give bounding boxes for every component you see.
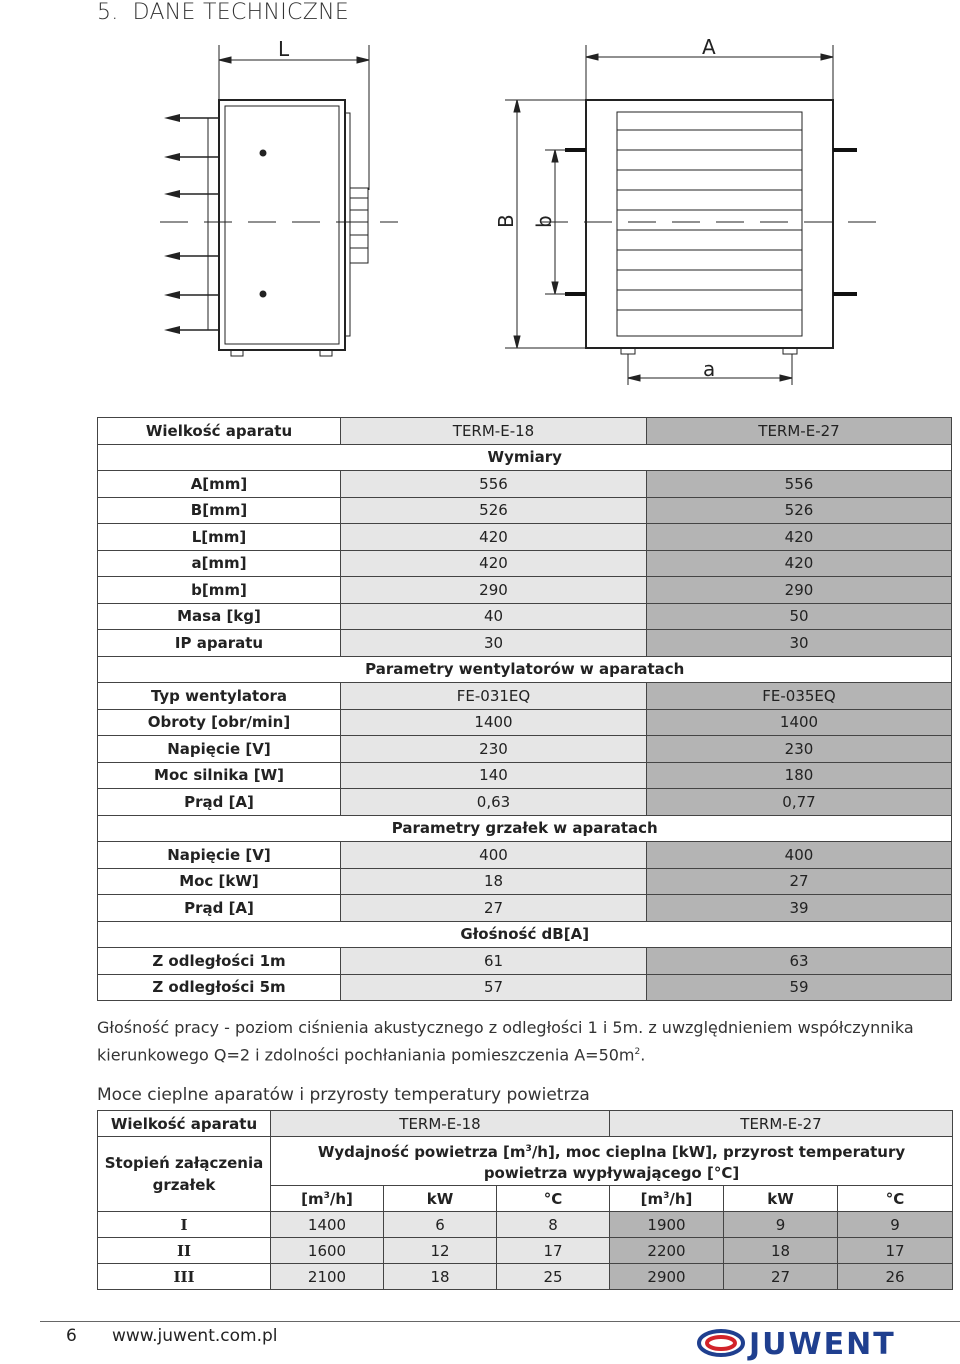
spec-row-label: Typ wentylatora (98, 683, 341, 710)
heat-row-value: 1400 (271, 1212, 384, 1238)
unit-flow-2-a: [m (640, 1189, 664, 1208)
spec-header-model2: TERM-E-27 (647, 418, 952, 445)
heat-model2: TERM-E-27 (610, 1111, 953, 1137)
spec-row-label: Prąd [A] (98, 789, 341, 816)
heat-stage-label: Stopień załączenia grzałek (98, 1137, 271, 1212)
spec-row-label: Napięcie [V] (98, 736, 341, 763)
unit-flow-1 (271, 1186, 384, 1212)
heat-row-value: 9 (724, 1212, 838, 1238)
spec-row-value-model2: 59 (647, 974, 952, 1001)
spec-row (98, 974, 952, 1001)
spec-header-row (98, 418, 952, 445)
spec-section-title: Parametry wentylatorów w aparatach (220, 656, 831, 683)
heat-header-row (98, 1111, 953, 1137)
spec-row (98, 630, 952, 657)
heat-row-value: 25 (497, 1264, 610, 1290)
heat-row-value: 26 (838, 1264, 953, 1290)
heat-row (98, 1264, 953, 1290)
spec-section-title: Parametry grzałek w aparatach (220, 815, 831, 842)
spec-row-value-model1: 230 (341, 736, 647, 763)
spec-row-value-model2: 526 (647, 497, 952, 524)
website-link[interactable]: www.juwent.com.pl (112, 1326, 278, 1346)
spec-row (98, 524, 952, 551)
label-a: a (703, 357, 716, 381)
spec-row-value-model1: 61 (341, 948, 647, 975)
spec-row (98, 868, 952, 895)
spec-row (98, 789, 952, 816)
unit-flow-2-sup: 3 (663, 1190, 670, 1201)
label-A: A (702, 35, 716, 59)
spec-row-value-model2: 180 (647, 762, 952, 789)
spec-row-label: Prąd [A] (98, 895, 341, 922)
spec-row-value-model2: 50 (647, 603, 952, 630)
heat-row-value: 17 (838, 1238, 953, 1264)
heat-row (98, 1238, 953, 1264)
noise-note-end: . (640, 1045, 646, 1065)
spec-row (98, 471, 952, 498)
heat-desc-row (98, 1137, 953, 1186)
spec-row-value-model1: 290 (341, 577, 647, 604)
spec-row (98, 577, 952, 604)
spec-header-model1: TERM-E-18 (341, 418, 647, 445)
heat-desc-sup: 3 (525, 1143, 532, 1154)
spec-section-title: Głośność dB[A] (220, 921, 831, 948)
spec-section-row (98, 656, 952, 683)
heat-row-stage: III (98, 1264, 271, 1290)
heat-row-value: 1600 (271, 1238, 384, 1264)
heat-row-value: 2900 (610, 1264, 724, 1290)
spec-row-value-model1: 0,63 (341, 789, 647, 816)
noise-note (97, 1016, 957, 1067)
noise-note-text: Głośność pracy - poziom ciśnienia akustycznego z odległości 1 i 5m. z uwzględnieniem współczynnika kierunkowego Q=2 i zdolności pochłaniania pomieszczenia A=50m (97, 1018, 914, 1065)
spec-row-value-model1: 40 (341, 603, 647, 630)
spec-row-value-model2: 420 (647, 524, 952, 551)
svg-text:JUWENT: JUWENT (749, 1327, 896, 1362)
label-B: B (494, 214, 518, 228)
spec-row-label: Moc silnika [W] (98, 762, 341, 789)
heat-row (98, 1212, 953, 1238)
heat-header-label: Wielkość aparatu (98, 1111, 271, 1137)
spec-row-value-model2: 63 (647, 948, 952, 975)
heat-table (97, 1110, 953, 1290)
spec-row (98, 736, 952, 763)
spec-row-value-model1: 526 (341, 497, 647, 524)
spec-row (98, 497, 952, 524)
spec-row-value-model1: 420 (341, 524, 647, 551)
heat-desc-b: /h], moc cieplna [kW], przyrost temperatury powietrza wypływającego [°C] (483, 1142, 906, 1182)
spec-row-label: Moc [kW] (98, 868, 341, 895)
heat-row-value: 12 (384, 1238, 497, 1264)
heat-row-value: 1900 (610, 1212, 724, 1238)
spec-row-label: b[mm] (98, 577, 341, 604)
heat-description (271, 1137, 953, 1186)
spec-row-value-model1: 1400 (341, 709, 647, 736)
section-title (97, 0, 349, 25)
spec-row (98, 842, 952, 869)
spec-row-value-model1: 140 (341, 762, 647, 789)
spec-row (98, 762, 952, 789)
spec-section-title: Wymiary (220, 444, 831, 471)
unit-flow-1-sup: 3 (323, 1190, 330, 1201)
label-b: b (532, 215, 556, 228)
unit-flow-1-a: [m (301, 1189, 324, 1208)
heat-row-value: 18 (724, 1238, 838, 1264)
spec-row-value-model1: 18 (341, 868, 647, 895)
spec-row-value-model2: 400 (647, 842, 952, 869)
heat-model1: TERM-E-18 (271, 1111, 610, 1137)
spec-row (98, 948, 952, 975)
heat-desc-a: Wydajność powietrza [m (317, 1142, 526, 1161)
heat-row-value: 6 (384, 1212, 497, 1238)
spec-row-value-model1: 556 (341, 471, 647, 498)
spec-row-label: Obroty [obr/min] (98, 709, 341, 736)
unit-flow-1-b: /h] (329, 1189, 353, 1208)
spec-row (98, 683, 952, 710)
heat-table-title: Moce cieplne aparatów i przyrosty temperatury powietrza (97, 1085, 590, 1105)
spec-section-row (98, 444, 952, 471)
unit-temp-2: °C (838, 1186, 953, 1212)
spec-row-value-model1: 30 (341, 630, 647, 657)
heat-row-value: 27 (724, 1264, 838, 1290)
unit-power-1: kW (384, 1186, 497, 1212)
heat-row-value: 2100 (271, 1264, 384, 1290)
spec-row (98, 603, 952, 630)
noise-note-sup: 2 (634, 1047, 641, 1057)
spec-row-value-model2: 27 (647, 868, 952, 895)
unit-power-2: kW (724, 1186, 838, 1212)
spec-header-label: Wielkość aparatu (98, 418, 341, 445)
section-number: 5. (97, 0, 119, 25)
spec-row (98, 550, 952, 577)
section-heading: DANE TECHNICZNE (132, 0, 350, 25)
spec-section-row (98, 815, 952, 842)
spec-row-value-model2: 420 (647, 550, 952, 577)
spec-row-value-model2: 39 (647, 895, 952, 922)
juwent-logo (697, 1322, 952, 1362)
spec-section-row (98, 921, 952, 948)
spec-row-label: B[mm] (98, 497, 341, 524)
heat-row-value: 17 (497, 1238, 610, 1264)
spec-row-value-model2: 1400 (647, 709, 952, 736)
spec-row-value-model2: 30 (647, 630, 952, 657)
spec-row-label: Z odległości 1m (98, 948, 341, 975)
spec-row-label: Napięcie [V] (98, 842, 341, 869)
heat-row-value: 9 (838, 1212, 953, 1238)
spec-row-label: Z odległości 5m (98, 974, 341, 1001)
heat-row-value: 18 (384, 1264, 497, 1290)
spec-row-label: a[mm] (98, 550, 341, 577)
unit-temp-1: °C (497, 1186, 610, 1212)
heat-row-stage: I (98, 1212, 271, 1238)
spec-row-value-model2: 290 (647, 577, 952, 604)
unit-flow-2 (610, 1186, 724, 1212)
heat-row-stage: II (98, 1238, 271, 1264)
spec-row-label: A[mm] (98, 471, 341, 498)
spec-row-value-model2: 0,77 (647, 789, 952, 816)
spec-row (98, 895, 952, 922)
spec-row-value-model1: FE-031EQ (341, 683, 647, 710)
spec-row-value-model1: 57 (341, 974, 647, 1001)
heat-row-value: 8 (497, 1212, 610, 1238)
spec-row-value-model2: 230 (647, 736, 952, 763)
spec-row-value-model2: FE-035EQ (647, 683, 952, 710)
spec-table (97, 417, 952, 1001)
heat-row-value: 2200 (610, 1238, 724, 1264)
spec-row-value-model2: 556 (647, 471, 952, 498)
label-L: L (278, 37, 290, 61)
page-number: 6 (66, 1326, 77, 1346)
dimension-drawing (0, 30, 960, 390)
spec-row-label: L[mm] (98, 524, 341, 551)
spec-row-label: Masa [kg] (98, 603, 341, 630)
spec-row-value-model1: 27 (341, 895, 647, 922)
spec-row-label: IP aparatu (98, 630, 341, 657)
unit-flow-2-b: /h] (669, 1189, 693, 1208)
spec-row-value-model1: 420 (341, 550, 647, 577)
spec-row-value-model1: 400 (341, 842, 647, 869)
spec-row (98, 709, 952, 736)
